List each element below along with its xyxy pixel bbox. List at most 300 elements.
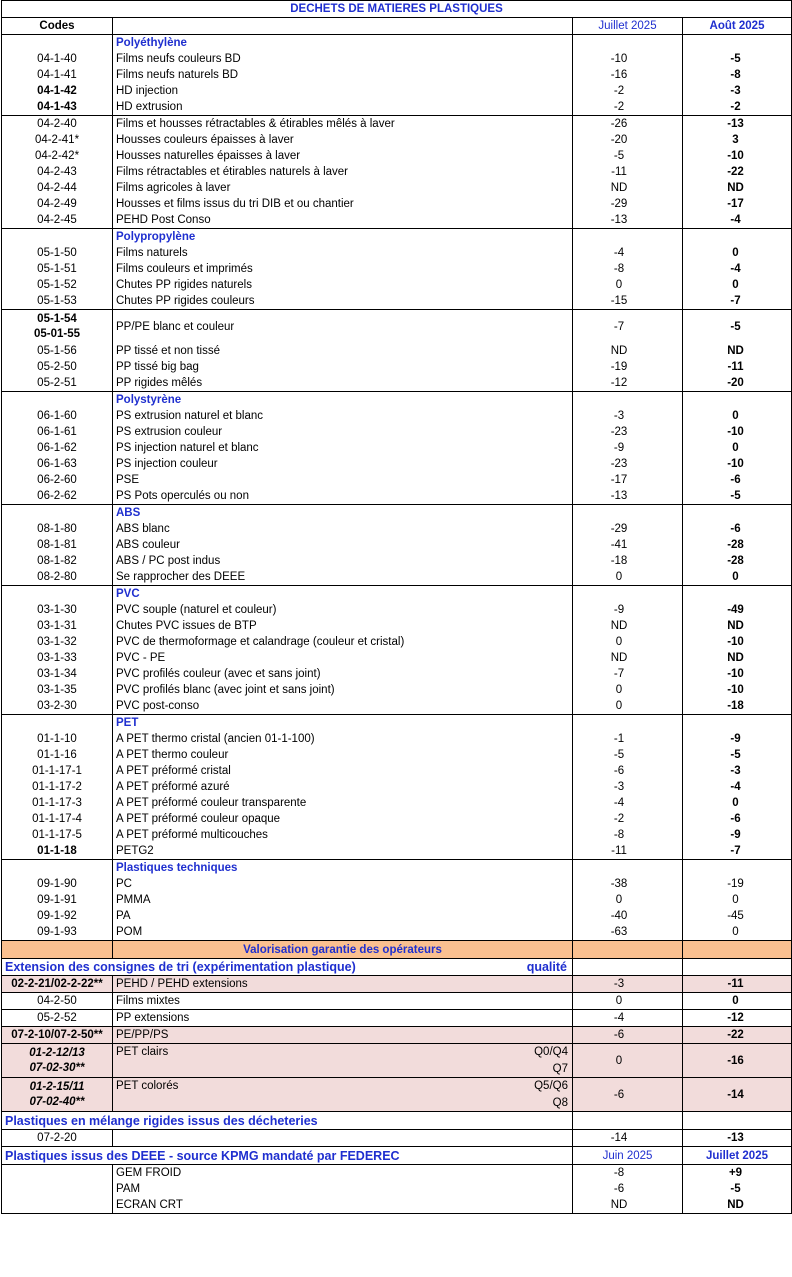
row-value-1: 0	[573, 277, 683, 293]
row-value-1: -2	[573, 811, 683, 827]
extension-label: PP extensions	[113, 1010, 573, 1027]
deee-label: PAM	[113, 1181, 573, 1197]
row-value-1: -6	[573, 763, 683, 779]
row-label: Films couleurs et imprimés	[113, 261, 573, 277]
rigides-title: Plastiques en mélange rigides issus des décheteries	[2, 1112, 573, 1130]
row-value-1: -29	[573, 521, 683, 537]
row-code: 09-1-92	[2, 908, 113, 924]
row-value-2: 0	[683, 408, 792, 424]
deee-value-1: -8	[573, 1165, 683, 1182]
row-label: A PET préformé cristal	[113, 763, 573, 779]
row-value-1: 0	[573, 682, 683, 698]
extension-label	[113, 1044, 573, 1078]
extension-label: Films mixtes	[113, 993, 573, 1010]
table-row	[2, 99, 792, 116]
row-value-2: ND	[683, 343, 792, 359]
row-code: 01-1-17-1	[2, 763, 113, 779]
quality-grade-1: Q5/Q6	[534, 1080, 568, 1092]
row-code: 01-1-16	[2, 747, 113, 763]
quality-grade-2: Q7	[552, 1063, 568, 1075]
extension-label	[113, 1078, 573, 1112]
extension-row	[2, 1078, 792, 1112]
row-value-2: 0	[683, 892, 792, 908]
row-value-2: -10	[683, 666, 792, 682]
rigides-row	[2, 1130, 792, 1147]
row-value-1: -41	[573, 537, 683, 553]
section-cell-3	[573, 505, 683, 522]
extension-code	[2, 1044, 113, 1078]
deee-month-1: Juin 2025	[573, 1147, 683, 1165]
deee-row	[2, 1197, 792, 1214]
extension-header-row	[2, 959, 792, 976]
row-value-2: 0	[683, 924, 792, 941]
header-blank	[113, 18, 573, 35]
table-row	[2, 908, 792, 924]
row-code: 05-1-50	[2, 245, 113, 261]
deee-title: Plastiques issus des DEEE - source KPMG mandaté par FEDEREC	[2, 1147, 573, 1165]
row-value-1: -11	[573, 843, 683, 860]
extension-value-1: 0	[573, 993, 683, 1010]
row-value-1: -19	[573, 359, 683, 375]
deee-label: GEM FROID	[113, 1165, 573, 1182]
row-code: 01-1-18	[2, 843, 113, 860]
row-code: 04-2-45	[2, 212, 113, 229]
row-label: Films rétractables et étirables naturels à laver	[113, 164, 573, 180]
row-code: 01-1-17-4	[2, 811, 113, 827]
extension-label: PE/PP/PS	[113, 1027, 573, 1044]
row-label: A PET préformé couleur transparente	[113, 795, 573, 811]
deee-code	[2, 1181, 113, 1197]
row-label: PS injection naturel et blanc	[113, 440, 573, 456]
row-code: 05-1-53	[2, 293, 113, 310]
rigides-cell-3	[573, 1112, 683, 1130]
extension-value-2: -11	[683, 976, 792, 993]
row-code: 04-2-43	[2, 164, 113, 180]
rigides-header-row	[2, 1112, 792, 1130]
row-value-1: -29	[573, 196, 683, 212]
table-row	[2, 83, 792, 99]
row-code: 01-1-17-3	[2, 795, 113, 811]
row-value-1: -26	[573, 116, 683, 133]
row-value-2: ND	[683, 650, 792, 666]
row-label: Chutes PVC issues de BTP	[113, 618, 573, 634]
row-code: 08-1-81	[2, 537, 113, 553]
row-value-2: -8	[683, 67, 792, 83]
table-row	[2, 747, 792, 763]
extension-value-1: -6	[573, 1078, 683, 1112]
table-row	[2, 811, 792, 827]
row-value-2: -6	[683, 521, 792, 537]
section-code-cell	[2, 229, 113, 246]
row-label: PVC - PE	[113, 650, 573, 666]
row-value-2: -6	[683, 811, 792, 827]
plastics-table	[1, 0, 792, 1214]
row-value-2: -10	[683, 456, 792, 472]
valorisation-cell-4	[683, 941, 792, 959]
row-label: POM	[113, 924, 573, 941]
section-cell-4	[683, 860, 792, 877]
section-title: Polyéthylène	[113, 35, 573, 52]
row-label: A PET préformé couleur opaque	[113, 811, 573, 827]
table-row	[2, 763, 792, 779]
row-label: Films neufs couleurs BD	[113, 51, 573, 67]
row-label: PVC de thermoformage et calandrage (couleur et cristal)	[113, 634, 573, 650]
row-code: 03-1-30	[2, 602, 113, 618]
row-value-1: -20	[573, 132, 683, 148]
table-row	[2, 650, 792, 666]
extension-qualite: qualité	[526, 960, 567, 974]
rigides-cell-4	[683, 1112, 792, 1130]
row-code: 03-1-34	[2, 666, 113, 682]
deee-row	[2, 1181, 792, 1197]
row-value-2: 0	[683, 245, 792, 261]
row-code: 04-1-41	[2, 67, 113, 83]
deee-row	[2, 1165, 792, 1182]
table-row	[2, 67, 792, 83]
row-value-2: -3	[683, 83, 792, 99]
row-code: 06-2-60	[2, 472, 113, 488]
row-value-1: -9	[573, 602, 683, 618]
row-code: 04-2-49	[2, 196, 113, 212]
section-header-row	[2, 860, 792, 877]
extension-value-2: -22	[683, 1027, 792, 1044]
row-value-1: ND	[573, 343, 683, 359]
row-value-2: -2	[683, 99, 792, 116]
table-row	[2, 537, 792, 553]
row-value-1: -3	[573, 779, 683, 795]
table-row	[2, 795, 792, 811]
extension-value-2: -14	[683, 1078, 792, 1112]
section-code-cell	[2, 715, 113, 732]
extension-row	[2, 976, 792, 993]
row-value-1: -7	[573, 310, 683, 344]
row-code: 08-1-80	[2, 521, 113, 537]
row-value-2: -7	[683, 293, 792, 310]
row-value-2: -4	[683, 261, 792, 277]
table-row	[2, 779, 792, 795]
header-month-1: Juillet 2025	[573, 18, 683, 35]
section-cell-4	[683, 392, 792, 409]
row-value-2: ND	[683, 618, 792, 634]
row-value-1: -2	[573, 83, 683, 99]
row-code-primary: 05-1-54	[37, 312, 77, 325]
row-label: A PET préformé multicouches	[113, 827, 573, 843]
row-value-2: -9	[683, 731, 792, 747]
extension-value-1: -6	[573, 1027, 683, 1044]
rigides-label	[113, 1130, 573, 1147]
row-value-2: -19	[683, 876, 792, 892]
section-cell-3	[573, 229, 683, 246]
row-label: Housses naturelles épaisses à laver	[113, 148, 573, 164]
row-label: HD extrusion	[113, 99, 573, 116]
row-value-1: -11	[573, 164, 683, 180]
row-value-1: -40	[573, 908, 683, 924]
row-value-1: 0	[573, 892, 683, 908]
row-code: 04-2-44	[2, 180, 113, 196]
row-code: 09-1-91	[2, 892, 113, 908]
table-row	[2, 51, 792, 67]
table-row	[2, 212, 792, 229]
table-row	[2, 375, 792, 392]
section-title: Plastiques techniques	[113, 860, 573, 877]
row-label: A PET thermo cristal (ancien 01-1-100)	[113, 731, 573, 747]
section-cell-3	[573, 392, 683, 409]
row-value-2: -10	[683, 682, 792, 698]
extension-code-primary: 01-2-12/13	[29, 1046, 85, 1059]
table-row	[2, 148, 792, 164]
rigides-value-2: -13	[683, 1130, 792, 1147]
section-code-cell	[2, 35, 113, 52]
row-value-1: -1	[573, 731, 683, 747]
row-value-1: -8	[573, 827, 683, 843]
deee-value-1: -6	[573, 1181, 683, 1197]
price-table-sheet	[1, 0, 791, 1214]
row-code: 01-1-17-2	[2, 779, 113, 795]
section-title: PVC	[113, 586, 573, 603]
row-value-2: -5	[683, 747, 792, 763]
table-row	[2, 293, 792, 310]
row-code: 03-1-31	[2, 618, 113, 634]
table-row	[2, 424, 792, 440]
row-label: PS Pots operculés ou non	[113, 488, 573, 505]
deee-code	[2, 1197, 113, 1214]
extension-row	[2, 1027, 792, 1044]
row-value-2: -17	[683, 196, 792, 212]
table-row	[2, 682, 792, 698]
row-value-1: -13	[573, 212, 683, 229]
table-row	[2, 843, 792, 860]
row-value-1: -17	[573, 472, 683, 488]
row-value-1: -38	[573, 876, 683, 892]
row-label: PS extrusion naturel et blanc	[113, 408, 573, 424]
row-value-1: ND	[573, 180, 683, 196]
extension-value-1: 0	[573, 1044, 683, 1078]
row-code: 03-1-35	[2, 682, 113, 698]
section-code-cell	[2, 392, 113, 409]
row-label: ABS couleur	[113, 537, 573, 553]
row-code: 04-2-42*	[2, 148, 113, 164]
section-header-row	[2, 586, 792, 603]
rigides-value-1: -14	[573, 1130, 683, 1147]
row-value-2: -20	[683, 375, 792, 392]
row-value-2: -13	[683, 116, 792, 133]
row-label: PS extrusion couleur	[113, 424, 573, 440]
row-label: PSE	[113, 472, 573, 488]
section-cell-3	[573, 586, 683, 603]
table-row	[2, 731, 792, 747]
row-label: PP rigides mêlés	[113, 375, 573, 392]
row-code: 05-2-50	[2, 359, 113, 375]
row-label: Films neufs naturels BD	[113, 67, 573, 83]
row-value-2: 3	[683, 132, 792, 148]
row-label: Chutes PP rigides couleurs	[113, 293, 573, 310]
section-title: PET	[113, 715, 573, 732]
extension-value-2: -16	[683, 1044, 792, 1078]
row-value-1: ND	[573, 650, 683, 666]
row-code: 04-1-43	[2, 99, 113, 116]
row-value-1: 0	[573, 569, 683, 586]
deee-value-2: ND	[683, 1197, 792, 1214]
row-code: 06-1-63	[2, 456, 113, 472]
table-row	[2, 132, 792, 148]
row-value-1: ND	[573, 618, 683, 634]
row-label: PMMA	[113, 892, 573, 908]
row-code: 03-2-30	[2, 698, 113, 715]
quality-grade-1: Q0/Q4	[534, 1046, 568, 1058]
extension-label: PEHD / PEHD extensions	[113, 976, 573, 993]
extension-row	[2, 1010, 792, 1027]
row-label: Films naturels	[113, 245, 573, 261]
row-code: 04-2-41*	[2, 132, 113, 148]
row-label: Se rapprocher des DEEE	[113, 569, 573, 586]
deee-value-1: ND	[573, 1197, 683, 1214]
section-cell-4	[683, 35, 792, 52]
deee-code	[2, 1165, 113, 1182]
row-value-2: -10	[683, 424, 792, 440]
extension-row	[2, 993, 792, 1010]
row-code: 08-1-82	[2, 553, 113, 569]
extension-code: 05-2-52	[2, 1010, 113, 1027]
table-row	[2, 569, 792, 586]
row-code-secondary: 05-01-55	[33, 327, 81, 340]
row-value-2: 0	[683, 440, 792, 456]
table-row	[2, 456, 792, 472]
row-label: ABS blanc	[113, 521, 573, 537]
table-row	[2, 164, 792, 180]
row-code: 05-1-51	[2, 261, 113, 277]
row-label: A PET préformé azuré	[113, 779, 573, 795]
table-row	[2, 408, 792, 424]
table-row	[2, 359, 792, 375]
row-value-2: -11	[683, 359, 792, 375]
row-value-2: -28	[683, 553, 792, 569]
section-header-row	[2, 505, 792, 522]
extension-value-2: 0	[683, 993, 792, 1010]
row-code: 08-2-80	[2, 569, 113, 586]
header-row	[2, 18, 792, 35]
row-value-2: -5	[683, 51, 792, 67]
row-code: 04-2-40	[2, 116, 113, 133]
deee-month-2: Juillet 2025	[683, 1147, 792, 1165]
row-code: 05-2-51	[2, 375, 113, 392]
table-row	[2, 666, 792, 682]
table-title: DECHETS DE MATIERES PLASTIQUES	[2, 1, 792, 18]
valorisation-cell-3	[573, 941, 683, 959]
table-row	[2, 472, 792, 488]
valorisation-row	[2, 941, 792, 959]
row-value-2: 0	[683, 277, 792, 293]
section-cell-3	[573, 860, 683, 877]
extension-label-text: PET colorés	[116, 1080, 179, 1092]
deee-label: ECRAN CRT	[113, 1197, 573, 1214]
extension-value-2: -12	[683, 1010, 792, 1027]
row-value-2: -49	[683, 602, 792, 618]
header-month-2: Août 2025	[683, 18, 792, 35]
row-value-2: 0	[683, 795, 792, 811]
table-row	[2, 602, 792, 618]
section-code-cell	[2, 505, 113, 522]
deee-value-2: +9	[683, 1165, 792, 1182]
section-cell-4	[683, 715, 792, 732]
valorisation-code-cell	[2, 941, 113, 959]
table-row	[2, 310, 792, 344]
table-row	[2, 277, 792, 293]
extension-cell-3	[573, 959, 683, 976]
section-cell-4	[683, 505, 792, 522]
table-row	[2, 245, 792, 261]
row-value-2: -5	[683, 488, 792, 505]
section-cell-4	[683, 229, 792, 246]
row-value-2: -5	[683, 310, 792, 344]
row-value-1: -16	[573, 67, 683, 83]
valorisation-label: Valorisation garantie des opérateurs	[113, 941, 573, 959]
row-code: 05-1-56	[2, 343, 113, 359]
row-code: 01-1-17-5	[2, 827, 113, 843]
row-label: Films agricoles à laver	[113, 180, 573, 196]
row-value-1: -2	[573, 99, 683, 116]
table-row	[2, 892, 792, 908]
row-code: 06-1-60	[2, 408, 113, 424]
row-value-1: -15	[573, 293, 683, 310]
row-label: HD injection	[113, 83, 573, 99]
section-cell-3	[573, 715, 683, 732]
row-value-1: -9	[573, 440, 683, 456]
section-title: Polystyrène	[113, 392, 573, 409]
row-label: Housses couleurs épaisses à laver	[113, 132, 573, 148]
row-code: 03-1-33	[2, 650, 113, 666]
row-label: PP tissé et non tissé	[113, 343, 573, 359]
table-row	[2, 196, 792, 212]
row-label: PVC profilés couleur (avec et sans joint)	[113, 666, 573, 682]
table-row	[2, 924, 792, 941]
row-value-2: -28	[683, 537, 792, 553]
row-code: 04-1-40	[2, 51, 113, 67]
quality-grade-2: Q8	[552, 1097, 568, 1109]
table-row	[2, 343, 792, 359]
row-value-2: -9	[683, 827, 792, 843]
table-row	[2, 261, 792, 277]
extension-title-text: Extension des consignes de tri (expérimentation plastique)	[5, 960, 356, 974]
table-row	[2, 827, 792, 843]
extension-title	[2, 959, 573, 976]
table-row	[2, 876, 792, 892]
row-code: 09-1-93	[2, 924, 113, 941]
row-value-1: 0	[573, 634, 683, 650]
section-cell-3	[573, 35, 683, 52]
row-value-2: -6	[683, 472, 792, 488]
row-label: PA	[113, 908, 573, 924]
row-value-1: 0	[573, 698, 683, 715]
row-value-1: -63	[573, 924, 683, 941]
row-code: 09-1-90	[2, 876, 113, 892]
row-value-2: -10	[683, 148, 792, 164]
row-value-2: -4	[683, 779, 792, 795]
row-code: 03-1-32	[2, 634, 113, 650]
extension-code-secondary: 07-02-40**	[29, 1095, 85, 1108]
row-value-1: -13	[573, 488, 683, 505]
row-label: A PET thermo couleur	[113, 747, 573, 763]
row-value-1: -4	[573, 245, 683, 261]
section-header-row	[2, 35, 792, 52]
row-label: PS injection couleur	[113, 456, 573, 472]
extension-code: 02-2-21/02-2-22**	[2, 976, 113, 993]
row-value-2: ND	[683, 180, 792, 196]
section-title: Polypropylène	[113, 229, 573, 246]
extension-value-1: -3	[573, 976, 683, 993]
table-row	[2, 116, 792, 133]
extension-code-primary: 01-2-15/11	[29, 1080, 85, 1093]
table-row	[2, 440, 792, 456]
